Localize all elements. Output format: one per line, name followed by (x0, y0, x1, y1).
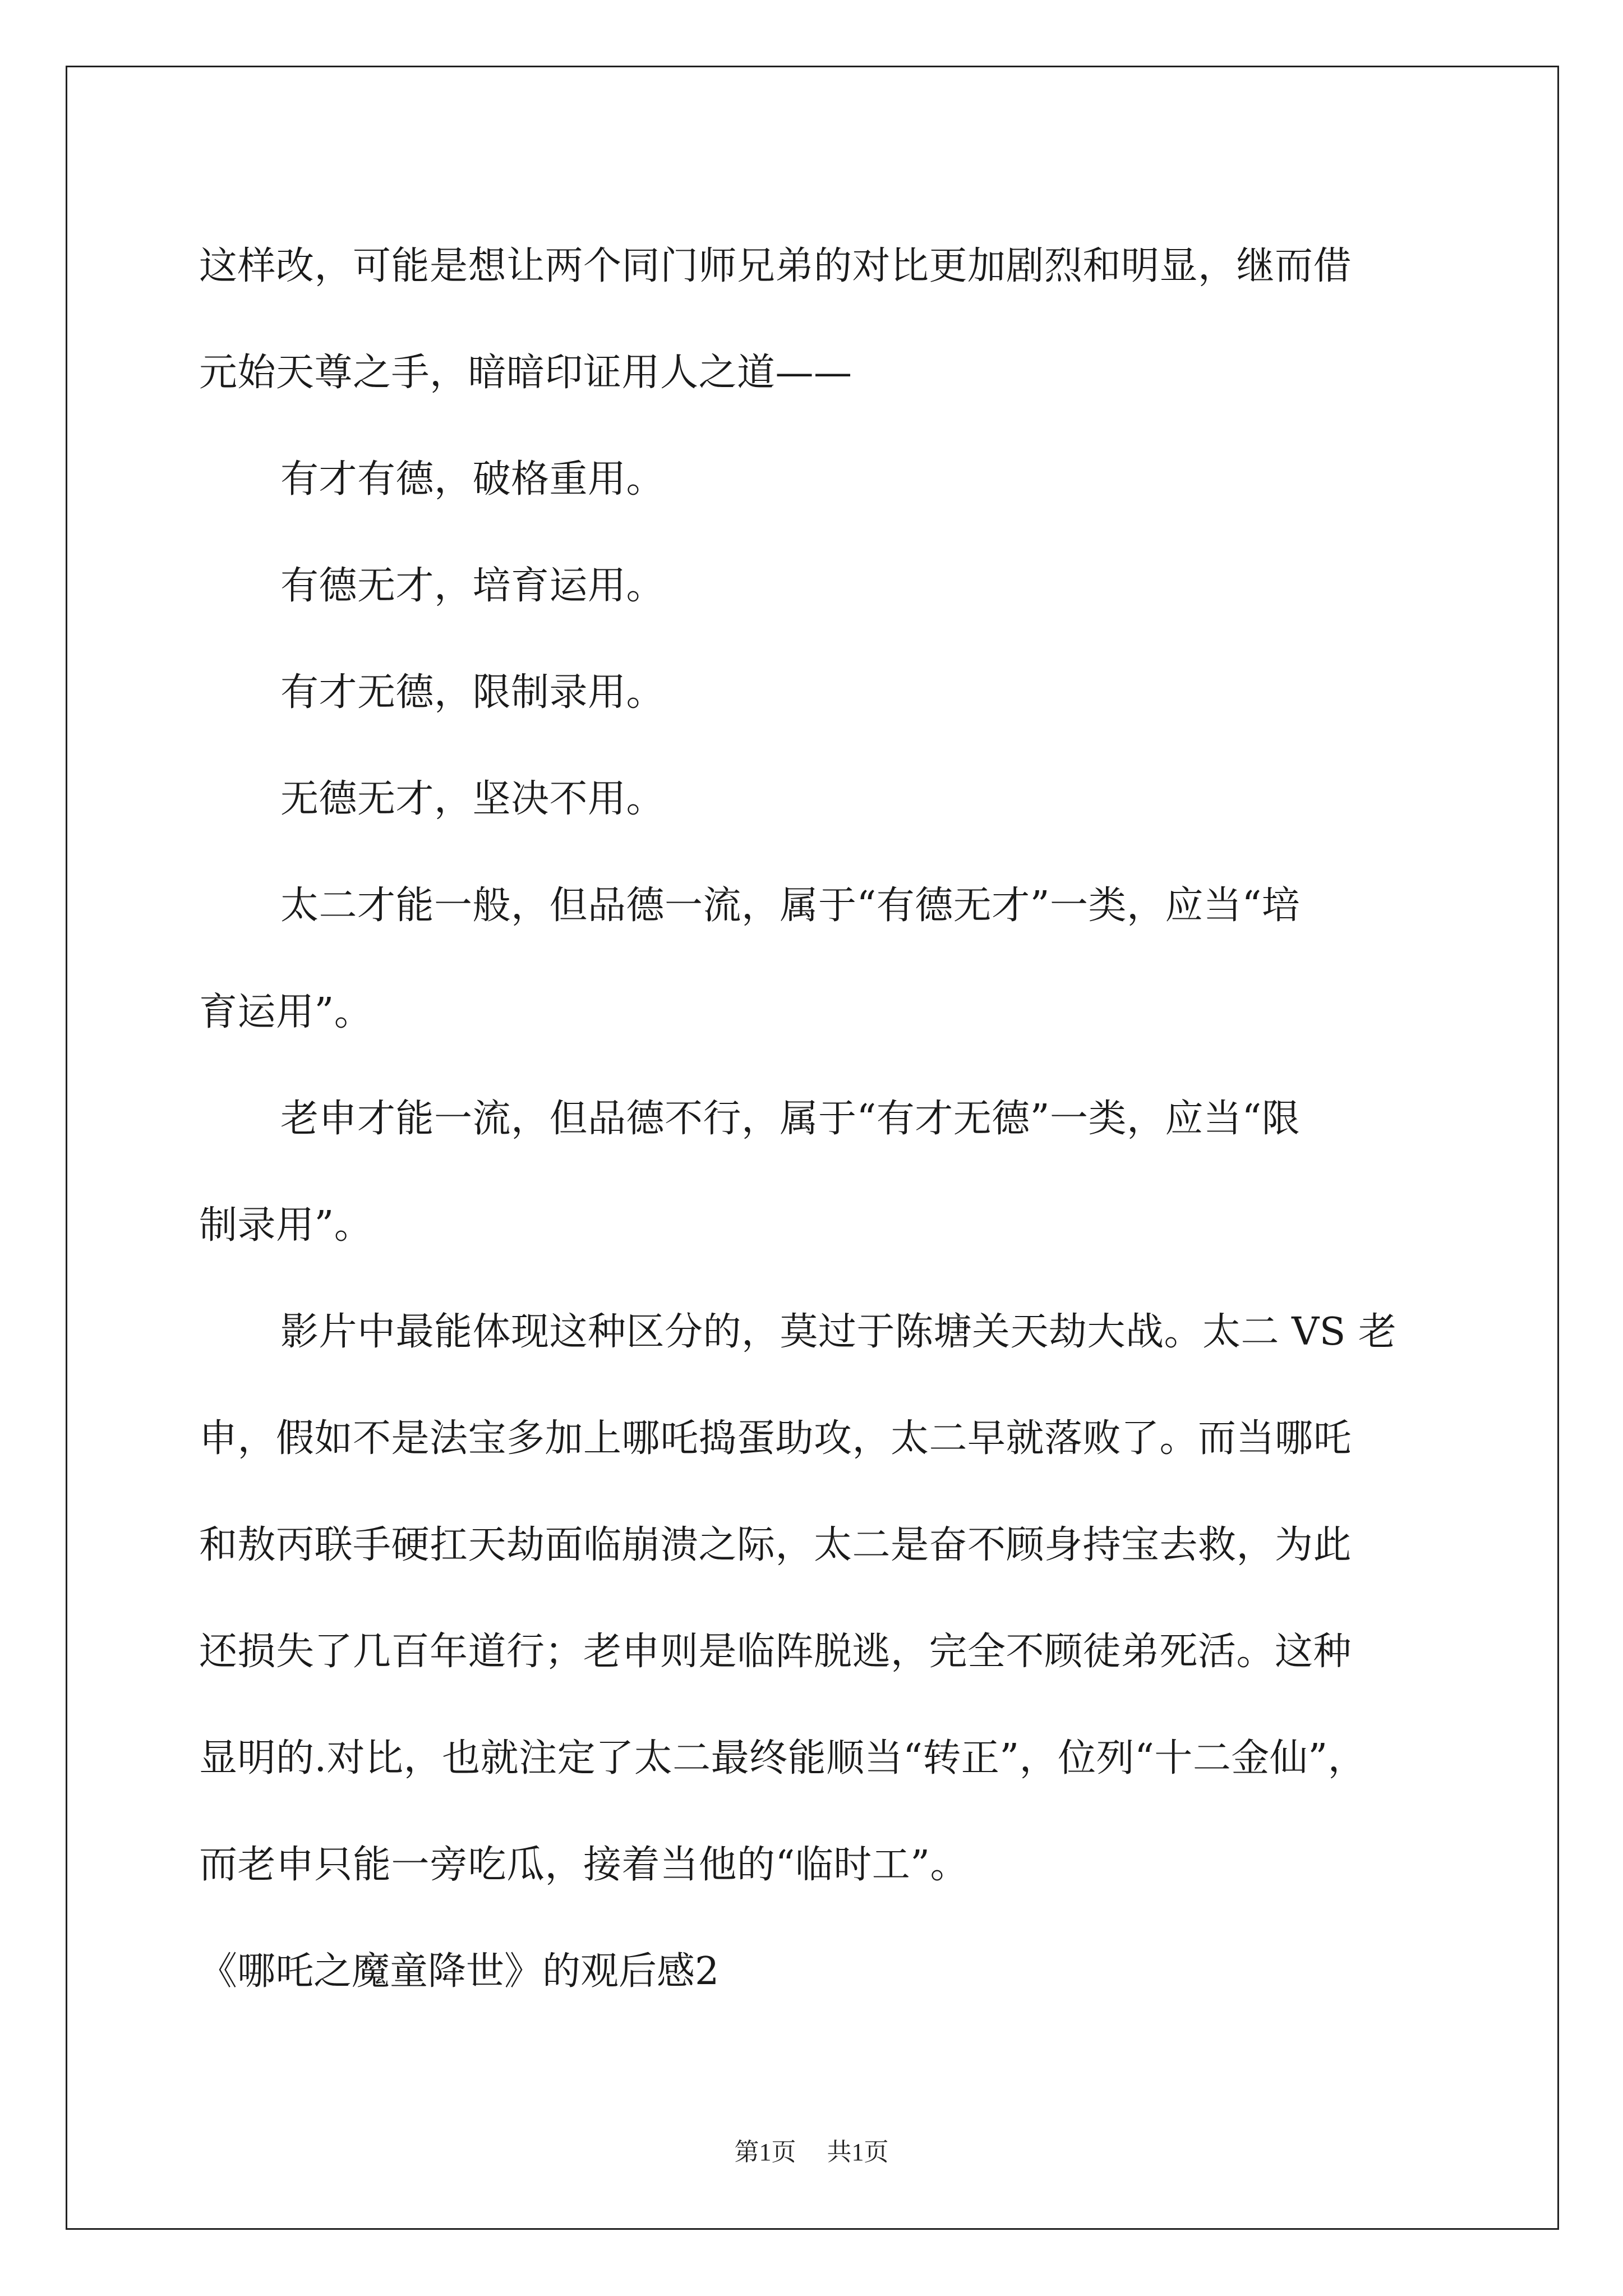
body-line-6: 无德无才，坚决不用。 (280, 777, 665, 821)
body-line-11: 影片中最能体现这种区分的，莫过于陈塘关天劫大战。太二 VS 老 (280, 1310, 1397, 1354)
body-line-8: 育运用”。 (199, 990, 373, 1034)
page-total: 共1页 (827, 2138, 889, 2166)
section-title: 《哪吒之魔童降世》的观后感2 (199, 1949, 720, 1994)
body-line-14: 还损失了几百年道行；老申则是临阵脱逃，完全不顾徒弟死活。这种 (199, 1630, 1352, 1674)
page-number: 第1页 (734, 2138, 796, 2166)
body-line-10: 制录用”。 (199, 1203, 373, 1248)
body-line-3: 有才有德，破格重用。 (280, 457, 665, 501)
body-line-12: 申，假如不是法宝多加上哪吒捣蛋助攻，太二早就落败了。而当哪吒 (199, 1416, 1352, 1461)
body-line-2: 元始天尊之手，暗暗印证用人之道—— (199, 351, 852, 395)
body-line-7: 太二才能一般，但品德一流，属于“有德无才”一类，应当“培 (280, 884, 1301, 928)
body-line-9: 老申才能一流，但品德不行，属于“有才无德”一类，应当“限 (280, 1097, 1301, 1141)
body-line-13: 和敖丙联手硬扛天劫面临崩溃之际，太二是奋不顾身持宝去救，为此 (199, 1523, 1352, 1567)
body-line-16: 而老申只能一旁吃瓜，接着当他的“临时工”。 (199, 1843, 969, 1887)
page-footer (0, 2132, 1623, 2168)
body-line-5: 有才无德，限制录用。 (280, 670, 665, 715)
document-body (199, 213, 1433, 2025)
body-line-1: 这样改，可能是想让两个同门师兄弟的对比更加剧烈和明显，继而借 (199, 244, 1352, 288)
body-line-15: 显明的.对比，也就注定了太二最终能顺当“转正”，位列“十二金仙”， (199, 1736, 1367, 1780)
body-line-4: 有德无才，培育运用。 (280, 564, 665, 608)
